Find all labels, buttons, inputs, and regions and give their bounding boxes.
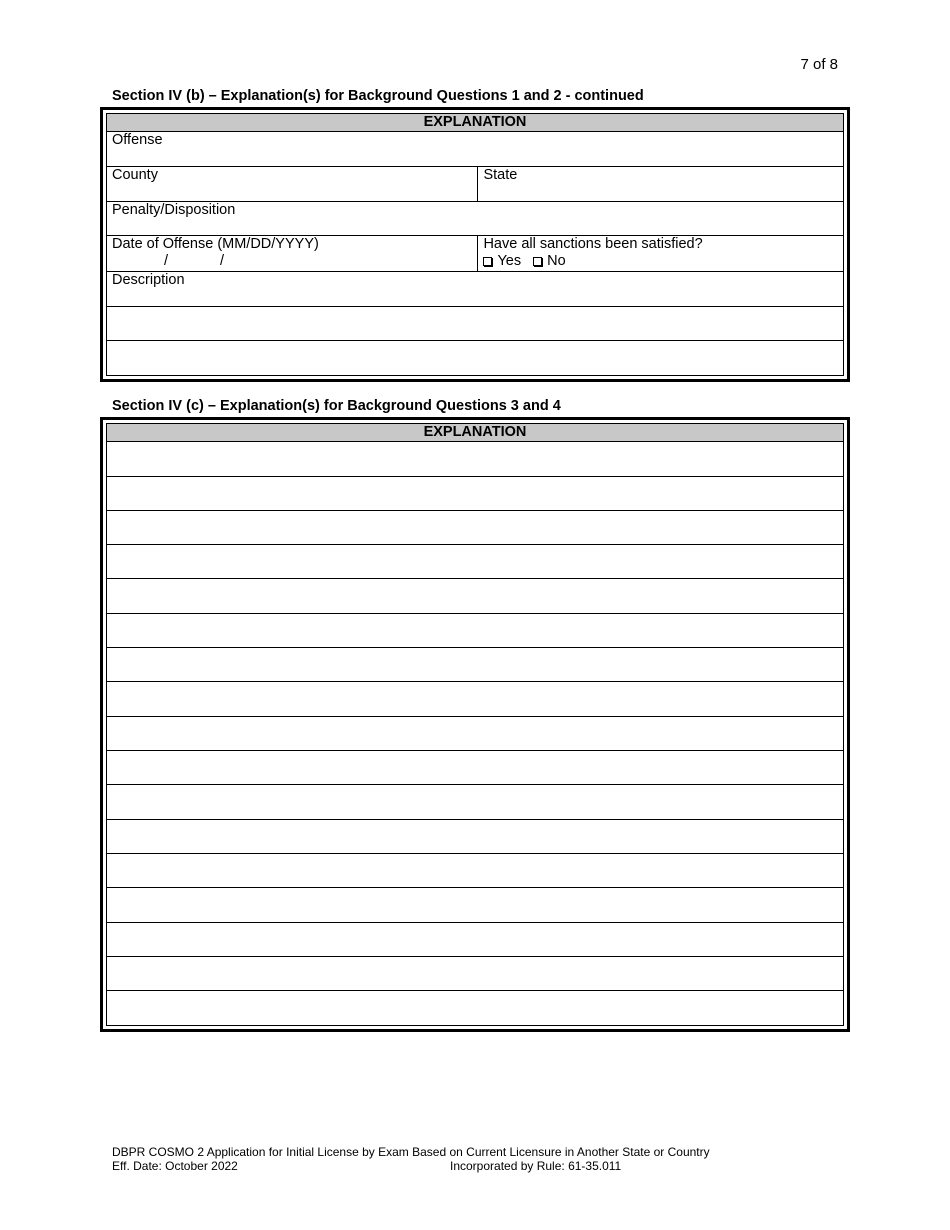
yes-label: Yes — [497, 253, 522, 270]
explanation-line[interactable] — [107, 819, 844, 853]
footer-form-title: DBPR COSMO 2 Application for Initial License by Exam Based on Current Licensure in Another State or Country — [112, 1145, 710, 1159]
explanation-line[interactable] — [107, 991, 844, 1026]
explanation-line[interactable] — [107, 476, 844, 510]
date-separators — [112, 253, 472, 269]
sanctions-no-option[interactable] — [533, 253, 566, 269]
state-label: State — [483, 167, 518, 183]
yes-checkbox-icon[interactable] — [483, 257, 492, 266]
explanation-line[interactable] — [107, 716, 844, 750]
sanctions-yes-option[interactable] — [483, 253, 521, 269]
county-field[interactable] — [107, 167, 478, 202]
footer — [112, 1145, 710, 1173]
explanation-line[interactable] — [107, 957, 844, 991]
date-slash-1: / — [164, 253, 169, 270]
sanctions-field — [478, 236, 844, 272]
penalty-disposition-field[interactable] — [107, 201, 844, 236]
explanation-header: EXPLANATION — [107, 424, 844, 442]
explanation-line[interactable] — [107, 648, 844, 682]
description-field[interactable] — [107, 271, 844, 306]
date-of-offense-label: Date of Offense (MM/DD/YYYY) — [112, 236, 319, 253]
county-label: County — [112, 167, 158, 183]
explanation-line[interactable] — [107, 545, 844, 579]
section-ivb-title: Section IV (b) – Explanation(s) for Background Questions 1 and 2 - continued — [112, 88, 644, 104]
offense-field[interactable] — [107, 132, 844, 167]
explanation-line[interactable] — [107, 579, 844, 613]
no-label: No — [547, 253, 566, 270]
explanation-line[interactable] — [107, 922, 844, 956]
date-slash-2: / — [220, 253, 225, 270]
explanation-line[interactable] — [107, 785, 844, 819]
section-ivc-form — [100, 417, 850, 1032]
no-checkbox-icon[interactable] — [533, 257, 542, 266]
explanation-line[interactable] — [107, 613, 844, 647]
description-line[interactable] — [107, 306, 844, 341]
footer-rule: Incorporated by Rule: 61-35.011 — [450, 1159, 622, 1173]
explanation-line[interactable] — [107, 510, 844, 544]
page-number: 7 of 8 — [800, 56, 838, 73]
penalty-disposition-label: Penalty/Disposition — [112, 201, 236, 218]
explanation-line[interactable] — [107, 751, 844, 785]
date-of-offense-field[interactable] — [107, 236, 478, 272]
sanctions-question: Have all sanctions been satisfied? — [483, 236, 703, 253]
explanation-line[interactable] — [107, 682, 844, 716]
state-field[interactable] — [478, 167, 844, 202]
explanation-header: EXPLANATION — [107, 114, 844, 132]
explanation-line[interactable] — [107, 442, 844, 476]
explanation-line[interactable] — [107, 854, 844, 888]
offense-label: Offense — [112, 132, 163, 149]
section-ivc-title: Section IV (c) – Explanation(s) for Background Questions 3 and 4 — [112, 398, 561, 414]
footer-eff-date: Eff. Date: October 2022 — [112, 1159, 238, 1173]
explanation-line[interactable] — [107, 888, 844, 922]
description-label: Description — [112, 271, 185, 288]
section-ivb-form — [100, 107, 850, 382]
description-line[interactable] — [107, 341, 844, 376]
